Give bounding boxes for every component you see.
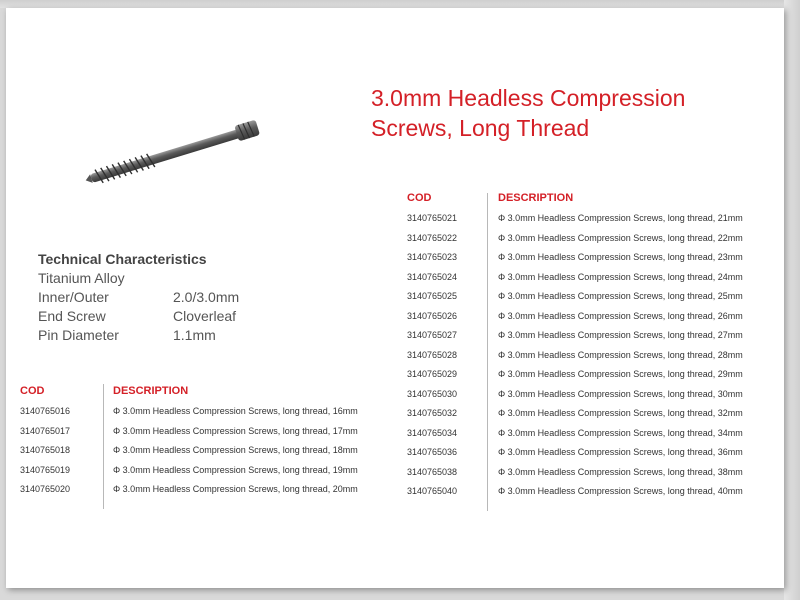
product-description: Φ 3.0mm Headless Compression Screws, long thread, 27mm (498, 330, 743, 340)
tech-label: Pin Diameter (38, 327, 119, 343)
table-row (20, 461, 400, 481)
product-description: Φ 3.0mm Headless Compression Screws, long thread, 29mm (498, 369, 743, 379)
product-code: 3140765020 (20, 484, 71, 494)
product-description: Φ 3.0mm Headless Compression Screws, long thread, 24mm (498, 271, 743, 282)
product-description: Φ 3.0mm Headless Compression Screws, long thread, 16mm (113, 406, 358, 416)
page-title (371, 83, 751, 143)
table-body (20, 402, 400, 500)
product-description: Φ 3.0mm Headless Compression Screws, long thread, 25mm (498, 291, 743, 301)
tech-row-inner-outer (38, 288, 239, 307)
product-code: 3140765023 (407, 252, 458, 262)
tech-value: Cloverleaf (173, 308, 237, 324)
product-code: 3140765017 (20, 425, 71, 436)
product-description: Φ 3.0mm Headless Compression Screws, long thread, 26mm (498, 310, 743, 321)
table-row (407, 287, 787, 307)
product-code: 3140765034 (407, 427, 458, 438)
product-description: Φ 3.0mm Headless Compression Screws, long thread, 28mm (498, 349, 743, 360)
tech-label: Inner/Outer (38, 289, 109, 305)
table-row (407, 248, 787, 268)
table-header (20, 380, 400, 402)
product-description: Φ 3.0mm Headless Compression Screws, long thread, 34mm (498, 427, 743, 438)
product-description: Φ 3.0mm Headless Compression Screws, long thread, 17mm (113, 425, 358, 436)
table-row (20, 441, 400, 461)
table-row (407, 209, 787, 229)
product-code: 3140765022 (407, 232, 458, 243)
table-row (407, 365, 787, 385)
tech-row-end-screw (38, 307, 239, 326)
product-code: 3140765028 (407, 349, 458, 360)
table-row (407, 307, 787, 327)
table-row (407, 268, 787, 288)
title-line-1: 3.0mm Headless Compression (371, 85, 686, 111)
table-row (407, 443, 787, 463)
table-row (20, 480, 400, 500)
tech-value: 2.0/3.0mm (173, 289, 240, 305)
table-row (407, 404, 787, 424)
product-code: 3140765030 (407, 388, 458, 399)
product-description: Φ 3.0mm Headless Compression Screws, long thread, 36mm (498, 447, 743, 457)
product-code: 3140765027 (407, 330, 458, 340)
tech-heading: Technical Characteristics (38, 251, 207, 267)
table-row (407, 326, 787, 346)
product-code: 3140765040 (407, 486, 458, 496)
table-row (407, 229, 787, 249)
table-row (20, 422, 400, 442)
product-description: Φ 3.0mm Headless Compression Screws, long thread, 38mm (498, 466, 743, 477)
product-description: Φ 3.0mm Headless Compression Screws, long thread, 32mm (498, 408, 743, 418)
technical-characteristics (38, 251, 239, 345)
product-code: 3140765018 (20, 445, 71, 455)
screw-image (80, 114, 275, 194)
cod-header: COD (407, 192, 432, 204)
table-body (407, 209, 787, 502)
product-code: 3140765021 (407, 213, 458, 223)
product-code: 3140765036 (407, 447, 458, 457)
table-row (407, 424, 787, 444)
table-header (407, 187, 787, 209)
product-code: 3140765016 (20, 406, 71, 416)
product-code: 3140765038 (407, 466, 458, 477)
product-code: 3140765019 (20, 464, 71, 475)
table-row (407, 346, 787, 366)
top-border (0, 0, 800, 8)
product-table-right (407, 187, 787, 517)
title-line-2: Screws, Long Thread (371, 115, 590, 141)
product-description: Φ 3.0mm Headless Compression Screws, long thread, 23mm (498, 252, 743, 262)
product-description: Φ 3.0mm Headless Compression Screws, long thread, 40mm (498, 486, 743, 496)
product-code: 3140765025 (407, 291, 458, 301)
cod-header: COD (20, 385, 45, 397)
tech-label: End Screw (38, 308, 106, 324)
product-description: Φ 3.0mm Headless Compression Screws, long thread, 30mm (498, 388, 743, 399)
table-row (407, 463, 787, 483)
tech-row-pin-diameter (38, 326, 239, 345)
product-table-left (20, 380, 400, 520)
product-code: 3140765024 (407, 271, 458, 282)
table-row (407, 385, 787, 405)
product-description: Φ 3.0mm Headless Compression Screws, long thread, 18mm (113, 445, 358, 455)
product-code: 3140765032 (407, 408, 458, 418)
product-description: Φ 3.0mm Headless Compression Screws, long thread, 20mm (113, 484, 358, 494)
table-row (20, 402, 400, 422)
product-description: Φ 3.0mm Headless Compression Screws, long thread, 21mm (498, 213, 743, 223)
tech-value: 1.1mm (173, 327, 216, 343)
product-code: 3140765026 (407, 310, 458, 321)
product-code: 3140765029 (407, 369, 458, 379)
description-header: DESCRIPTION (498, 192, 574, 204)
product-description: Φ 3.0mm Headless Compression Screws, long thread, 22mm (498, 232, 743, 243)
tech-row-material (38, 269, 239, 288)
table-row (407, 482, 787, 502)
product-description: Φ 3.0mm Headless Compression Screws, long thread, 19mm (113, 464, 358, 475)
tech-label: Titanium Alloy (38, 270, 125, 286)
description-header: DESCRIPTION (113, 385, 189, 397)
